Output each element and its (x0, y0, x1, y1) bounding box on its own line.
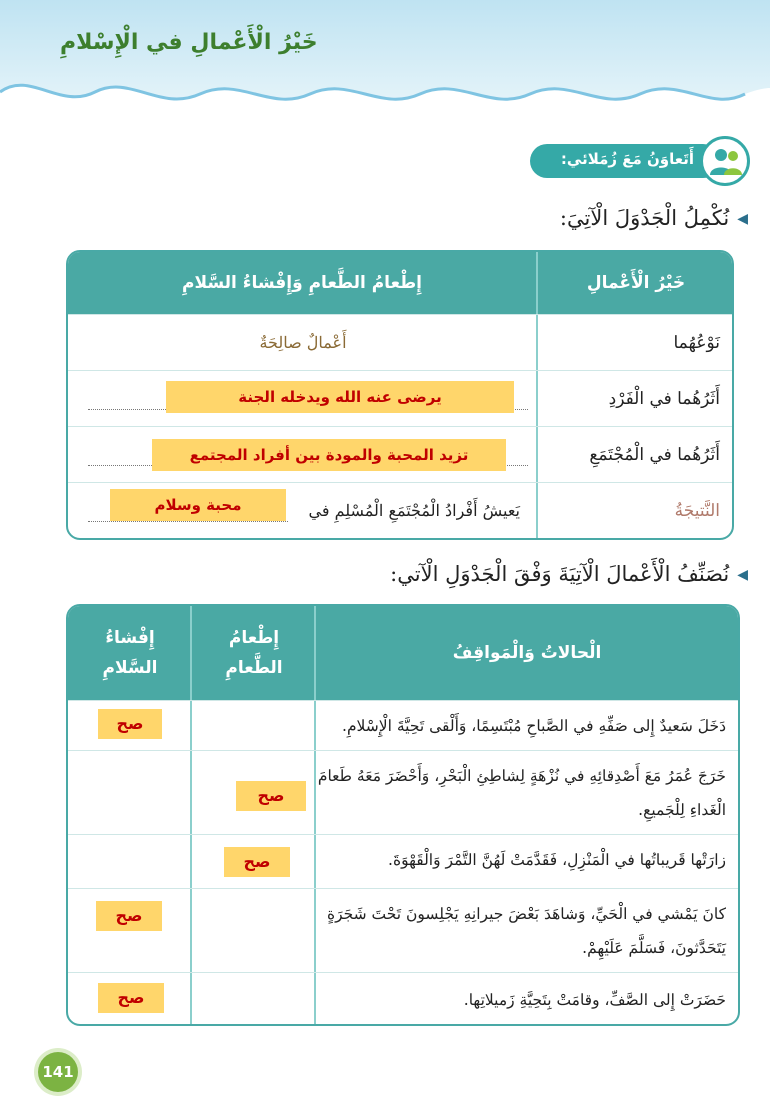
situation-text: كانَ يَمْشي في الْحَيِّ، وَشاهَدَ بَعْضَ جيرانِهِ يَجْلِسونَ تَحْتَ شَجَرَةٍ يَتَحَدَّثونَ، فَسَلَّمَ عَلَيْهِمْ. (326, 905, 726, 957)
table-row-type (68, 314, 732, 371)
bullet-triangle-icon: ◀ (737, 567, 748, 583)
fill-table-header (68, 252, 732, 314)
column-header-peace: إِفْشاءُ السَّلامِ (102, 628, 158, 678)
table-row (68, 888, 738, 973)
bullet-triangle-icon: ◀ (737, 211, 748, 227)
header-banner (0, 0, 770, 130)
food-answer[interactable]: صح (236, 781, 306, 811)
row-value: أَعْمالٌ صالِحَةٌ (259, 333, 347, 352)
classify-table-header (68, 606, 738, 700)
answer-highlight[interactable]: يرضى عنه الله ويدخله الجنة (166, 381, 514, 413)
cooperation-badge (528, 136, 750, 186)
peace-answer[interactable]: صح (98, 709, 162, 739)
column-header-best-deeds: خَيْرُ الْأَعْمالِ (586, 273, 686, 293)
peace-answer[interactable]: صح (96, 901, 162, 931)
column-header-feeding-peace: إِطْعامُ الطَّعامِ وَإِفْشاءُ السَّلامِ (181, 273, 423, 293)
answer-line (88, 521, 288, 522)
row-label: أَثَرُهُما في الْفَرْدِ (608, 389, 720, 409)
situation-text: دَخَلَ سَعيدٌ إِلى صَفِّهِ في الصَّباحِ مُبْتَسِمًا، وَأَلْقى تَحِيَّةَ الْإِسْلامِ. (342, 717, 726, 735)
food-answer[interactable]: صح (224, 847, 290, 877)
table-row-individual-effect (68, 370, 732, 427)
people-icon (700, 136, 750, 186)
wave-decoration (0, 0, 770, 130)
situation-text: خَرَجَ عُمَرُ مَعَ أَصْدِقائِهِ في نُزْهَةٍ لِشاطِئِ الْبَحْرِ، وَأَحْضَرَ مَعَهُ طَعامَ الْغَداءِ لِلْجَميعِ. (317, 767, 726, 819)
fill-table (66, 250, 734, 540)
cooperation-label: أَتَعاوَنُ مَعَ زُمَلائي: (560, 150, 694, 168)
row-value: يَعيشُ أَفْرادُ الْمُجْتَمَعِ الْمُسْلِمِ في (308, 501, 520, 520)
table-row (68, 700, 738, 751)
situation-text: زارَتْها قَريباتُها في الْمَنْزِلِ، فَقَدَّمَتْ لَهُنَّ التَّمْرَ وَالْقَهْوَةَ. (388, 851, 726, 869)
table-row (68, 972, 738, 1026)
page-title: خَيْرُ الْأَعْمالِ في الْإِسْلامِ (60, 30, 318, 55)
table-row (68, 750, 738, 835)
answer-highlight[interactable]: تزيد المحبة والمودة بين أفراد المجتمع (152, 439, 506, 471)
situation-text: حَضَرَتْ إِلى الصَّفِّ، وقامَتْ بِتَحِيَّةِ زَميلاتِها. (463, 991, 726, 1009)
classify-table (66, 604, 740, 1026)
column-header-situations: الْحالاتُ وَالْمَواقِفُ (452, 643, 602, 663)
column-header-feeding: إِطْعامُ الطَّعامِ (225, 628, 283, 678)
row-label: أَثَرُهُما في الْمُجْتَمَعِ (589, 445, 720, 465)
answer-highlight[interactable]: محبة وسلام (110, 489, 286, 521)
peace-answer[interactable]: صح (98, 983, 164, 1013)
page-number: 141 (38, 1052, 78, 1092)
row-label: نَوْعُهُما (673, 333, 720, 353)
table-row-society-effect (68, 426, 732, 483)
section2-instruction: ◀نُصَنِّفُ الْأَعْمالَ الْآتِيَةَ وَفْقَ الْجَدْوَلِ الْآتي: (390, 562, 748, 586)
table-row-result (68, 482, 732, 539)
row-label: النَّتيجَةُ (674, 501, 720, 521)
section1-instruction: ◀نُكْمِلُ الْجَدْوَلَ الْآتِيَ: (559, 206, 748, 230)
table-row (68, 834, 738, 889)
